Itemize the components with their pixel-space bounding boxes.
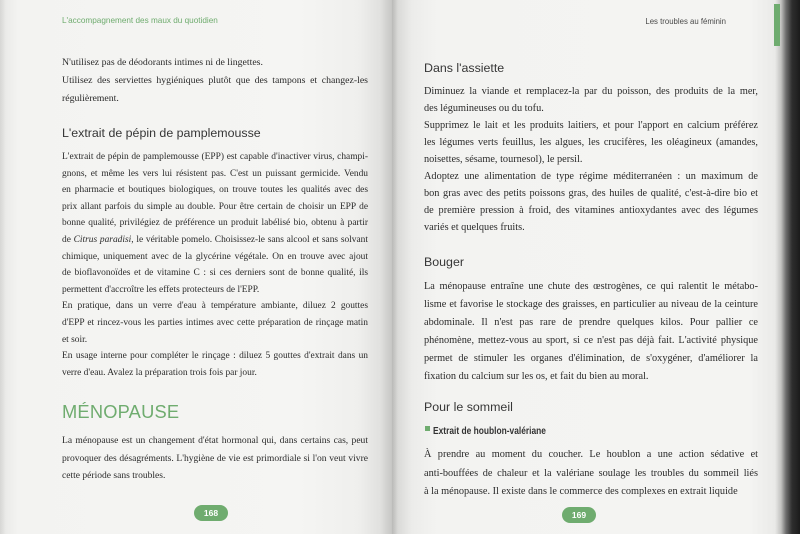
line-text: Supprimez le lait et les produits laitiers, et pour l'apport en calcium préférez (424, 119, 758, 131)
line-text: L'extrait de pépin de pamplemousse (EPP) est capable d'inactiver virus, champi- (62, 152, 368, 162)
text-line (424, 83, 758, 100)
paragraph (62, 72, 368, 108)
text-line (62, 232, 368, 249)
text-line (62, 315, 368, 332)
subheading-text: Extrait de houblon-valériane (433, 425, 546, 437)
text-line (424, 368, 758, 386)
paragraph (424, 446, 758, 502)
paragraph-block (424, 83, 758, 237)
section-heading: L'extrait de pépin de pamplemousse (62, 126, 261, 140)
text-line (424, 185, 758, 202)
paragraph-block (424, 278, 758, 386)
line-text: permettent d'accroître les effets protecteurs de l'EPP. (62, 284, 260, 295)
line-text: et soir. (62, 334, 88, 345)
line-text: bonne qualité, privilégiez de préférence un produit labélisé bio, obtenu à partir (62, 218, 368, 229)
section-heading: Dans l'assiette (424, 61, 505, 75)
line-text: les légumes verts feuillus, les algues, les crucifères, les oléagineux (amandes, (424, 136, 758, 148)
line-text: Adoptez une alimentation de type régime méditerranéen : un maximum de (424, 170, 758, 182)
text-line (424, 332, 758, 350)
line-text: de bioflavonoïdes et de vitamine C : si ces derniers sont de bonne qualité, ils (62, 268, 368, 279)
paragraph (62, 54, 368, 72)
line-text: provoquer des désagréments. L'hygiène de vie est primordiale si l'on veut vivre (62, 452, 368, 464)
line-text: Utilisez des serviettes hygiéniques plutôt que des tampons et changez-les (62, 75, 368, 86)
running-head: L'accompagnement des maux du quotidien (62, 16, 218, 25)
chapter-heading: MÉNOPAUSE (62, 401, 180, 422)
line-text: à la ménopause. Il existe dans le commerce des complexes en extrait liquide (424, 486, 738, 497)
line-text: prix allant parfois du simple au double. Pour être certain de choisir un EPP de (62, 201, 368, 212)
text-run: , le véritable pomelo. Choisissez-le sans alcool et sans solvant (131, 234, 368, 245)
text-line (62, 450, 368, 468)
paragraph-block (62, 149, 368, 381)
text-line (62, 90, 368, 108)
line-text: Diminuez la viande et remplacez-la par du poisson, des produits de la mer, (424, 85, 758, 97)
text-line (62, 432, 368, 450)
thumb-index-tab (774, 4, 780, 46)
paragraph (62, 432, 368, 485)
text-line (62, 54, 368, 72)
page-number: 169 (562, 507, 596, 523)
line-text (62, 235, 368, 245)
line-text: régulièrement. (62, 93, 119, 104)
line-text: La ménopause est un changement d'état hormonal qui, dans certains cas, peut (62, 435, 368, 446)
paragraph (424, 83, 758, 117)
paragraph-block (62, 432, 368, 485)
text-line (424, 151, 758, 168)
line-text: noisettes, sésame, tournesol), le persil. (424, 153, 583, 165)
line-text: fixation du calcium sur les os, et fait du bien au moral. (424, 371, 649, 382)
text-line (62, 149, 368, 166)
left-page (0, 0, 392, 534)
paragraph (62, 149, 368, 298)
text-line (424, 202, 758, 219)
square-bullet-icon (425, 426, 430, 431)
line-text: de première pression à froid, des vitamines antioxydantes avec des légumes (424, 205, 758, 217)
text-run: de (62, 234, 74, 245)
line-text: en pharmacie et boutiques biologiques, on trouve toutes les qualités avec des (62, 185, 368, 196)
page-number: 168 (194, 505, 228, 521)
text-line (424, 278, 758, 296)
section-heading: Pour le sommeil (424, 400, 513, 414)
running-head: Les troubles au féminin (645, 17, 726, 26)
text-line (424, 483, 758, 502)
paragraph-block (62, 54, 368, 108)
section-heading: Bouger (424, 255, 464, 269)
line-text: cette période sans troubles. (62, 470, 166, 481)
text-line (62, 265, 368, 282)
text-line (62, 332, 368, 349)
text-line (62, 199, 368, 216)
line-text: bon gras avec des petits poissons gras, des huiles de qualité, c'est-à-dire bio et (424, 188, 758, 200)
text-line (424, 100, 758, 117)
line-text: En usage interne pour compléter le rinçage : diluez 5 gouttes d'extrait dans un (62, 351, 368, 362)
text-line (62, 365, 368, 382)
line-text: permet de stimuler les organes d'élimination, de s'oxygéner, d'améliorer la (424, 353, 758, 364)
italic-text: Citrus paradisi (73, 234, 132, 245)
line-text: lisme et favorise le stockage des graisses, en particulier au niveau de la ceinture (424, 299, 758, 310)
paragraph (62, 348, 368, 381)
paragraph (424, 278, 758, 386)
text-line (62, 467, 368, 485)
text-line (62, 282, 368, 299)
text-line (62, 249, 368, 266)
text-line (424, 134, 758, 151)
text-line (424, 314, 758, 332)
text-line (62, 166, 368, 183)
text-line (62, 298, 368, 315)
line-text: anti-bouffées de chaleur et la valériane soulage les troubles du sommeil liés (424, 467, 758, 479)
line-text: En pratique, dans un verre d'eau à température ambiante, diluez 2 gouttes (62, 301, 368, 312)
line-text: À prendre au moment du coucher. Le houblon a une action sédative et (424, 449, 758, 460)
paragraph (424, 117, 758, 168)
text-line (424, 168, 758, 185)
line-text: phénomène, mettez-vous au sport, si ce n'est pas déjà fait. L'activité physique (424, 335, 758, 346)
line-text: verre d'eau. Avalez la préparation trois fois par jour. (62, 367, 257, 378)
text-line (62, 215, 368, 232)
paragraph-block (424, 446, 758, 502)
paragraph (424, 168, 758, 236)
text-line (62, 72, 368, 90)
line-text: La ménopause entraîne une chute des œstrogènes, ce qui ralentit le métabo- (424, 281, 758, 292)
line-text: variés et quelques fruits. (424, 222, 525, 234)
line-text: chimique, uniquement avec de la glycérine végétale. On en trouve avec ajout (62, 251, 368, 262)
right-page (392, 0, 800, 534)
subheading (425, 423, 574, 437)
line-text: d'EPP et rincez-vous les parties intimes avec cette préparation de rinçage matin (62, 317, 368, 328)
line-text: N'utilisez pas de déodorants intimes ni de lingettes. (62, 57, 263, 68)
paragraph (62, 298, 368, 348)
text-line (424, 446, 758, 465)
text-line (424, 219, 758, 236)
text-line (62, 182, 368, 199)
line-text: des légumineuses ou du tofu. (424, 102, 544, 114)
text-line (62, 348, 368, 365)
text-line (424, 465, 758, 484)
text-line (424, 296, 758, 314)
text-line (424, 117, 758, 134)
line-text: abdominale. Il n'est pas rare de prendre quelques kilos. Pour pallier ce (424, 317, 758, 328)
line-text: gnons, et même les vers lui résistent pas. C'est un puissant germicide. Vendu (62, 168, 368, 179)
text-line (424, 350, 758, 368)
